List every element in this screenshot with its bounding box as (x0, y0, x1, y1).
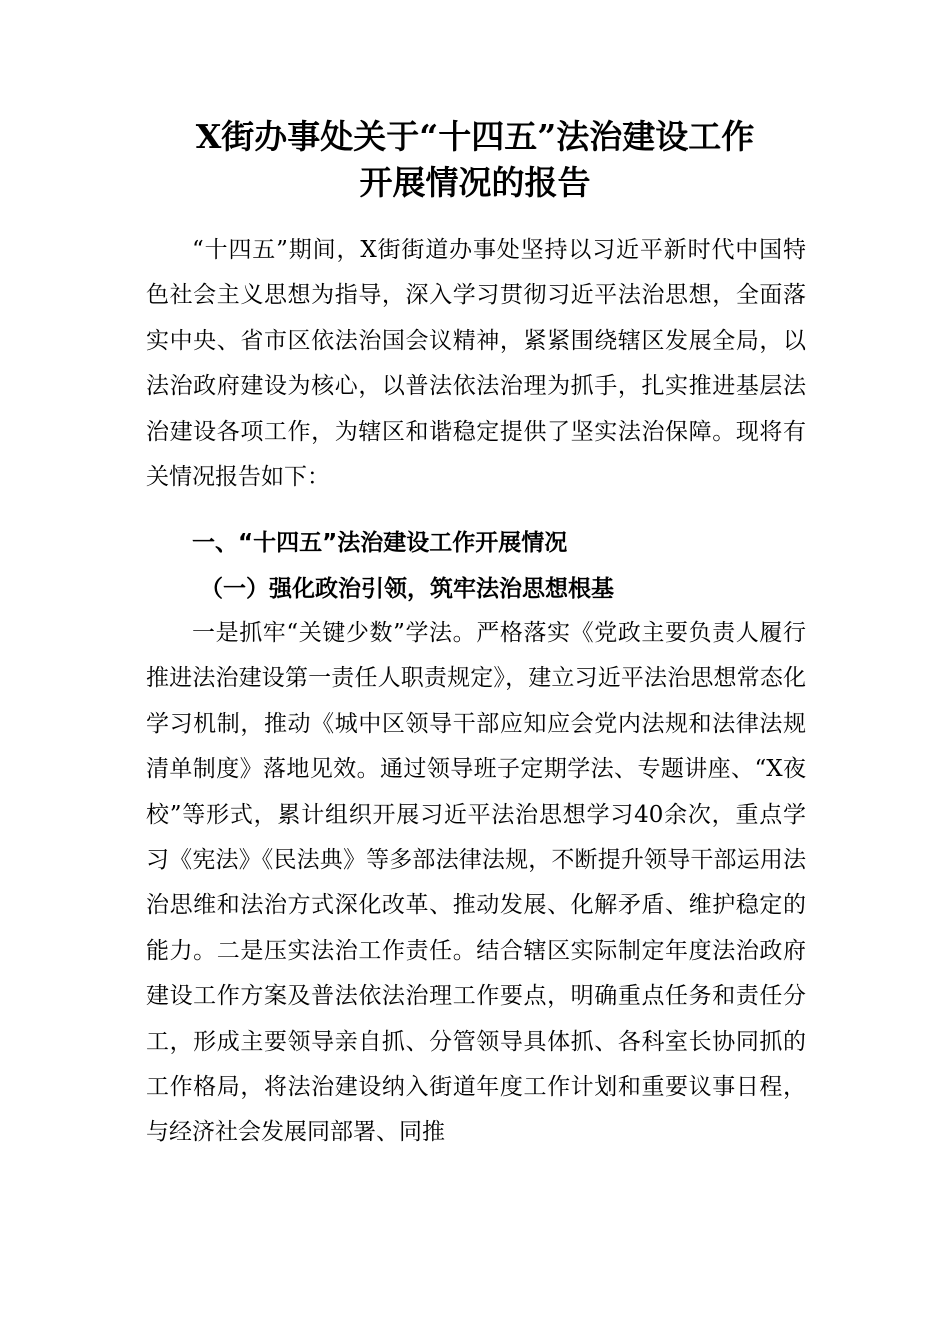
document-title-line-2: 开展情况的报告 (359, 163, 591, 202)
document-title-line-1: X街办事处关于“十四五”法治建设工作 (195, 117, 755, 156)
body-paragraph: 一是抓牢“关键少数”学法。严格落实《党政主要负责人履行推进法治建设第一责任人职责规定》，建立习近平法治思想常态化学习机制，推动《城中区领导干部应知应会党内法规和法律法规清单制度》落地见效。通过领导班子定期学法、专题讲座、“X夜校”等形式，累计组织开展习近平法治思想学习40余次，重点学习《宪法》《民法典》等多部法律法规，不断提升领导干部运用法治思维和法治方式深化改革、推动发展、化解矛盾、维护稳定的能力。二是压实法治工作责任。结合辖区实际制定年度法治政府建设工作方案及普法依法治理工作要点，明确重点任务和责任分工，形成主要领导亲自抓、分管领导具体抓、各科室长协同抓的工作格局，将法治建设纳入街道年度工作计划和重要议事日程，与经济社会发展同部署、同推 (146, 620, 806, 1146)
subsection-heading: （一）强化政治引领，筑牢法治思想根基 (200, 575, 614, 602)
intro-paragraph: “十四五”期间，X街街道办事处坚持以习近平新时代中国特色社会主义思想为指导，深入学习贯彻习近平法治思想，全面落实中央、省市区依法治国会议精神，紧紧围绕辖区发展全局，以法治政府建设为核心，以普法依法治理为抓手，扎实推进基层法治建设各项工作，为辖区和谐稳定提供了坚实法治保障。现将有关情况报告如下： (146, 237, 806, 491)
section-heading: 一、“十四五”法治建设工作开展情况 (192, 530, 568, 556)
